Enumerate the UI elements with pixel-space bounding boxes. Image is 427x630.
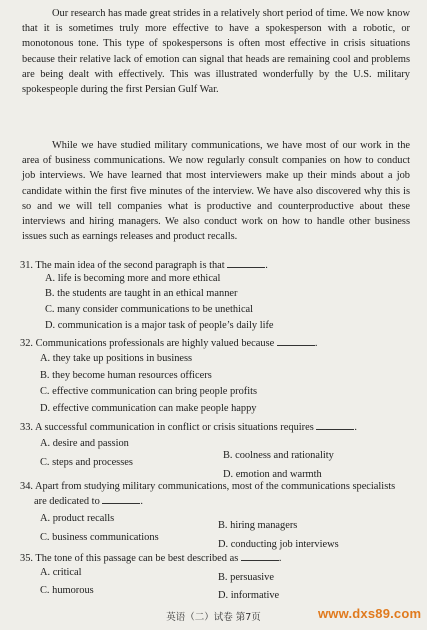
passage-paragraph-2: While we have studied military communications, we have most of our work in the area of business communications. We now regularly consult companies on how to conduct job interviews. We have learned that most interviewers make up their minds about a job candidate within the first five minutes of the interview. We have also discovered why this is so and we will tell companies what is productive and counterproductive about these interviews and hiring managers. We also conduct work on how to handle other business issues such as earnings releases and product recalls. [22,140,410,243]
question-33-option-b: B. coolness and rationality [223,450,334,461]
question-31-option-a: A. life is becoming more and more ethical [45,273,221,284]
question-34-option-d: D. conducting job interviews [218,539,339,550]
question-34-option-b: B. hiring managers [218,520,298,531]
question-32-stem: 32. Communications professionals are highly valued because . [20,338,318,349]
question-35-option-d: D. informative [218,590,280,601]
question-32-option-c: C. effective communication can bring people profits [40,386,258,397]
question-34-option-a: A. product recalls [40,513,115,524]
answer-blank [227,258,265,268]
question-31-option-b: B. the students are taught in an ethical manner [45,288,238,299]
question-35-option-b: B. persuasive [218,572,274,583]
page-footer: 英语（二）试卷 第7页 [166,612,261,623]
question-31-option-c: C. many consider communications to be unethical [45,304,254,315]
question-32-option-b: B. they become human resources officers [40,370,212,381]
answer-blank [102,494,140,504]
answer-blank [241,551,279,561]
question-35-option-a: A. critical [40,567,82,578]
question-33-stem: 33. A successful communication in conflict or crisis situations requires . [20,422,357,433]
question-34-stem: 34. Apart from studying military communications, most of the communications specialists are dedicated to . [20,481,396,507]
question-32-option-d: D. effective communication can make people happy [40,403,257,414]
question-33-option-c: C. steps and processes [40,457,133,468]
question-35-option-c: C. humorous [40,585,94,596]
passage-paragraph-1: Our research has made great strides in a relatively short period of time. We now know that it is sometimes truly more effective to have a spokesperson with a robotic, or monotonous tone. This type of spokespersons is often most effective in crisis situations because their relative lack of emotion can signal that heads are remaining cool and problems are being dealt with effectively. This was illustrated wonderfully by the U.S. military spokespeople during the first Persian Gulf War. [22,8,410,96]
answer-blank [277,336,315,346]
question-31-option-d: D. communication is a major task of people’s daily life [45,320,274,331]
question-34-option-c: C. business communications [40,532,159,543]
watermark-url: www.dxs89.com [318,606,422,621]
question-31-stem: 31. The main idea of the second paragraph is that . [20,260,268,271]
answer-blank [316,420,354,430]
question-32-option-a: A. they take up positions in business [40,353,193,364]
question-33-option-a: A. desire and passion [40,438,129,449]
question-33-option-d: D. emotion and warmth [223,469,322,480]
question-35-stem: 35. The tone of this passage can be best described as . [20,553,282,564]
